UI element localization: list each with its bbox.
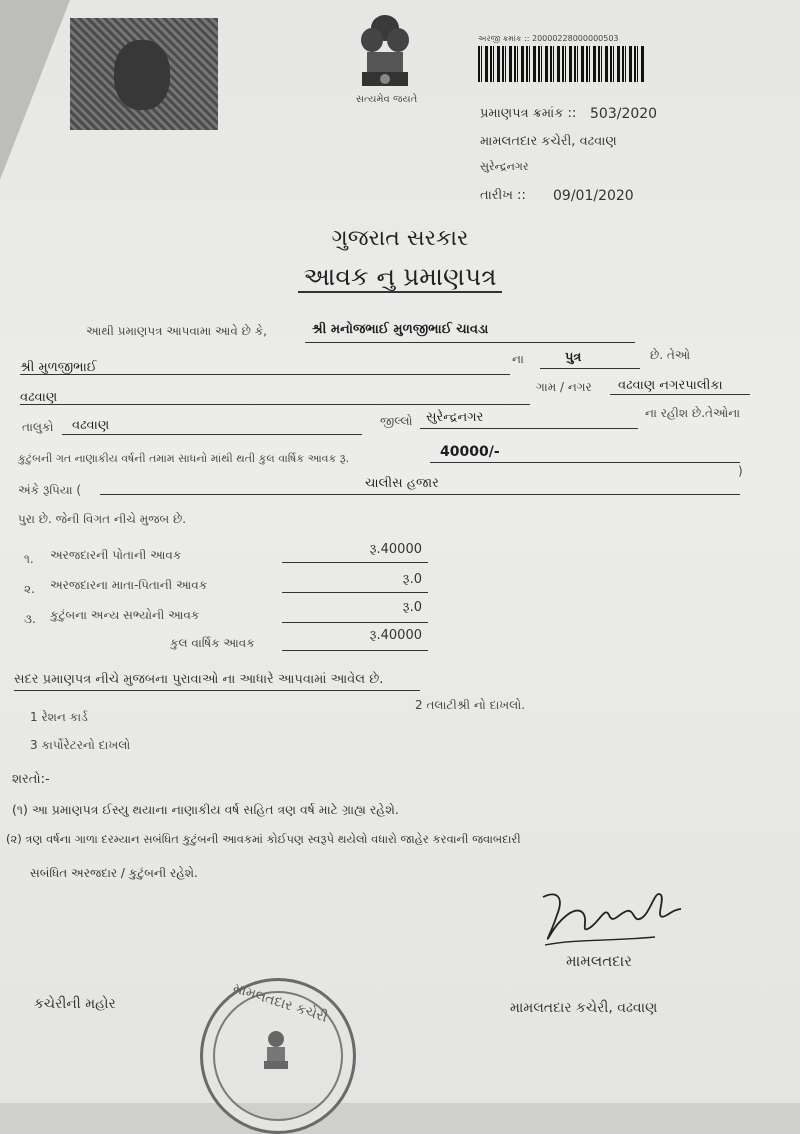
pronoun-text: છે. તેઓ (650, 348, 691, 362)
certificate-number: 503/2020 (590, 106, 658, 122)
district-label: જીલ્લો (380, 414, 413, 428)
town-name: વઢવાણ નગરપાલીકા (618, 378, 723, 393)
relation: પુત્ર (565, 350, 582, 365)
income-sentence: કુટુંબની ગત નાણાકીય વર્ષની તમામ સાધનો માંથી થતી કુલ વાર્ષિક આવક રૂ. (18, 452, 350, 465)
certificate-title-text: આવક નુ પ્રમાણપત્ર (298, 262, 503, 293)
income-row-1-no: ૧. (24, 552, 34, 566)
total-label: કુલ વાર્ષિક આવક (170, 636, 255, 650)
village-name: વઢવાણ (20, 390, 58, 405)
income-row-1-label: અરજદારની પોતાની આવક (50, 548, 182, 562)
income-row-2-amount: રૂ.0 (402, 572, 422, 587)
signature-icon (535, 885, 685, 955)
father-name: શ્રી મુળજીભાઈ (20, 360, 97, 375)
signatory-title: મામલતદાર (566, 952, 632, 970)
income-row-3-amount: રૂ.0 (402, 600, 422, 615)
condition-2-continued: સબંધિત અરજદાર / કુટુંબની રહેશે. (30, 866, 198, 880)
evidence-item-3: 3 કાર્પોરેટરનો દાખલો (30, 738, 131, 752)
income-row-3-label: કુટુંબના અન્ય સભ્યોની આવક (50, 608, 200, 622)
taluka-name: વઢવાણ (72, 418, 110, 433)
details-text: પુરા છે. જેની વિગત નીચે મુજબ છે. (18, 512, 187, 526)
date-label: તારીખ :: (480, 188, 526, 203)
seal-label: કચેરીની મહોર (34, 996, 116, 1012)
conditions-heading: શરતો:- (12, 772, 50, 787)
words-label: અંકે રૂપિયા ( (18, 483, 82, 497)
condition-2: (૨) ત્રણ વર્ષના ગાળા દરમ્યાન સબંધિત કુટુંબની આવકમાં કોઈપણ સ્વરૂપે થયેલો વધારો જાહેર કરવાની જવાબદારી (6, 832, 521, 846)
relation-label: ના (512, 352, 524, 366)
evidence-heading: સદર પ્રમાણપત્ર નીચે મુજબના પુરાવાઓ ના આધારે આપવામાં આવેલ છે. (14, 672, 384, 687)
issue-date: 09/01/2020 (553, 188, 634, 204)
certificate-number-label: પ્રમાણપત્ર ક્રમાંક :: (480, 106, 577, 121)
words-close: ) (738, 464, 743, 478)
income-row-2-no: ૨. (24, 582, 35, 596)
taluka-label: તાલુકો (22, 420, 54, 434)
seal-emblem-icon (259, 1029, 293, 1079)
evidence-item-2: 2 તલાટીશ્રી નો દાખલો. (415, 698, 526, 712)
header-district: સુરેન્દ્રનગર (480, 160, 529, 173)
income-row-3-no: ૩. (24, 612, 36, 626)
condition-1: (૧) આ પ્રમાણપત્ર ઈસ્યુ થયાના નાણાકીય વર્ષ સહિત ત્રણ વર્ષ માટે ગ્રાહ્ય રહેશે. (12, 802, 399, 817)
income-amount: 40000/- (440, 444, 500, 460)
header-office: મામલતદાર કચેરી, વઢવાણ (480, 134, 617, 149)
application-number: અરજી ક્રમાંક :: 20000228000000503 (478, 34, 619, 43)
certificate-title (0, 262, 800, 292)
income-in-words: ચાલીસ હજાર (365, 476, 439, 491)
income-row-2-label: અરજદારના માતા-પિતાની આવક (50, 578, 208, 592)
office-seal (200, 978, 356, 1134)
footer-office: મામલતદાર કચેરી, વઢવાણ (510, 1000, 658, 1016)
income-row-1-amount: રૂ.40000 (369, 542, 422, 557)
intro-text: આથી પ્રમાણપત્ર આપવામા આવે છે કે, (86, 324, 267, 338)
total-amount: રૂ.40000 (369, 628, 422, 643)
government-title: ગુજરાત સરકાર (331, 226, 469, 251)
resident-text: ના રહીશ છે.તેઓના (645, 406, 741, 420)
district-name: સુરેન્દ્રનગર (426, 410, 484, 425)
face-shape (114, 40, 170, 110)
applicant-photo (70, 18, 218, 130)
emblem-motto: સત્યમેવ જયતે (356, 94, 418, 105)
seal-text: મામલતદાર કચેરી (230, 980, 330, 1026)
barcode (478, 46, 646, 82)
evidence-item-1: 1 રેશન કાર્ડ (30, 710, 88, 724)
applicant-name: શ્રી મનોજભાઈ મુળજીભાઈ ચાવડા (312, 322, 489, 337)
village-label: ગામ / નગર (536, 380, 592, 394)
